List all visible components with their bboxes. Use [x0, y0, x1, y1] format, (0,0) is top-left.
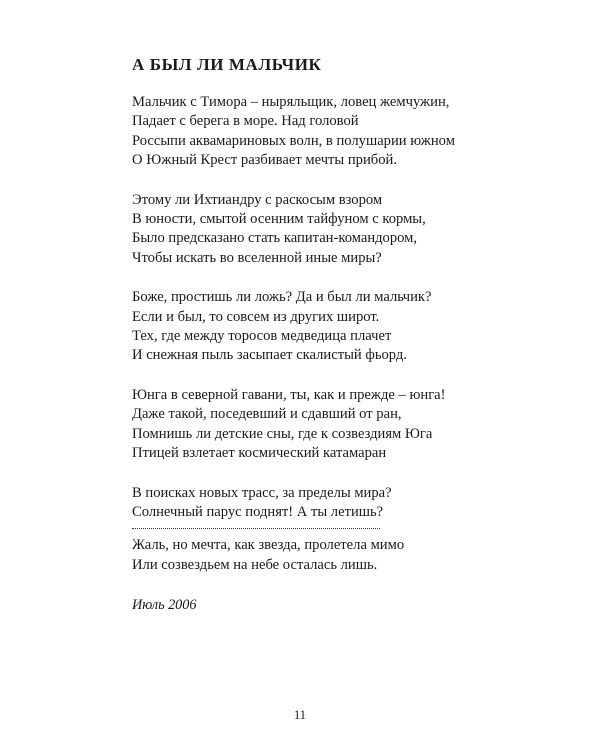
poem-line: Падает с берега в море. Над головой — [132, 113, 359, 130]
page-number: 11 — [293, 708, 307, 722]
poem-line: Было предсказано стать капитан-командором, — [132, 230, 418, 247]
poem-line: Этому ли Ихтиандру с раскосым взором — [132, 191, 383, 208]
poem-line: Тех, где между торосов медведица плачет — [132, 328, 392, 345]
poem-line: Или созвездьем на небе осталась лишь. — [132, 556, 378, 573]
stanza-2 — [132, 191, 532, 269]
stanza-4 — [132, 386, 532, 464]
poem-line: И снежная пыль засыпает скалистый фьорд. — [132, 347, 407, 364]
poem-line: Солнечный парус поднят! А ты летишь? — [132, 503, 384, 520]
poem-line: Жаль, но мечта, как звезда, пролетела мимо — [132, 537, 405, 554]
poem-line: Россыпи аквамариновых волн, в полушарии южном — [132, 132, 455, 149]
poem-line: Мальчик с Тимора – ныряльщик, ловец жемчужин, — [132, 94, 450, 110]
poem-line: О Южный Крест разбивает мечты прибой. — [132, 152, 397, 169]
poem-title: А БЫЛ ЛИ МАЛЬЧИК — [132, 55, 322, 74]
stanza-5 — [132, 484, 532, 523]
poem-line: В поисках новых трасс, за пределы мира? — [132, 484, 392, 501]
dotted-separator — [132, 522, 380, 529]
poem-line: Если и был, то совсем из других широт. — [132, 308, 380, 325]
poem-line: В юности, смытой осенним тайфуном с кормы, — [132, 211, 426, 228]
stanza-6 — [132, 536, 532, 575]
poem-line: Юнга в северной гавани, ты, как и прежде – юнга! — [132, 386, 446, 403]
stanza-1 — [132, 93, 532, 171]
poem-line: Птицей взлетает космический катамаран — [132, 445, 387, 462]
poem-body — [132, 93, 532, 616]
poem-line: Боже, простишь ли ложь? Да и был ли мальчик? — [132, 289, 432, 306]
poem-line: Чтобы искать во вселенной иные миры? — [132, 249, 382, 266]
poem-line: Даже такой, поседевший и сдавший от ран, — [132, 406, 402, 423]
stanza-3 — [132, 288, 532, 366]
poem-line: Помнишь ли детские сны, где к созвездиям Юга — [132, 425, 433, 442]
poem-date: Июль 2006 — [132, 597, 197, 614]
